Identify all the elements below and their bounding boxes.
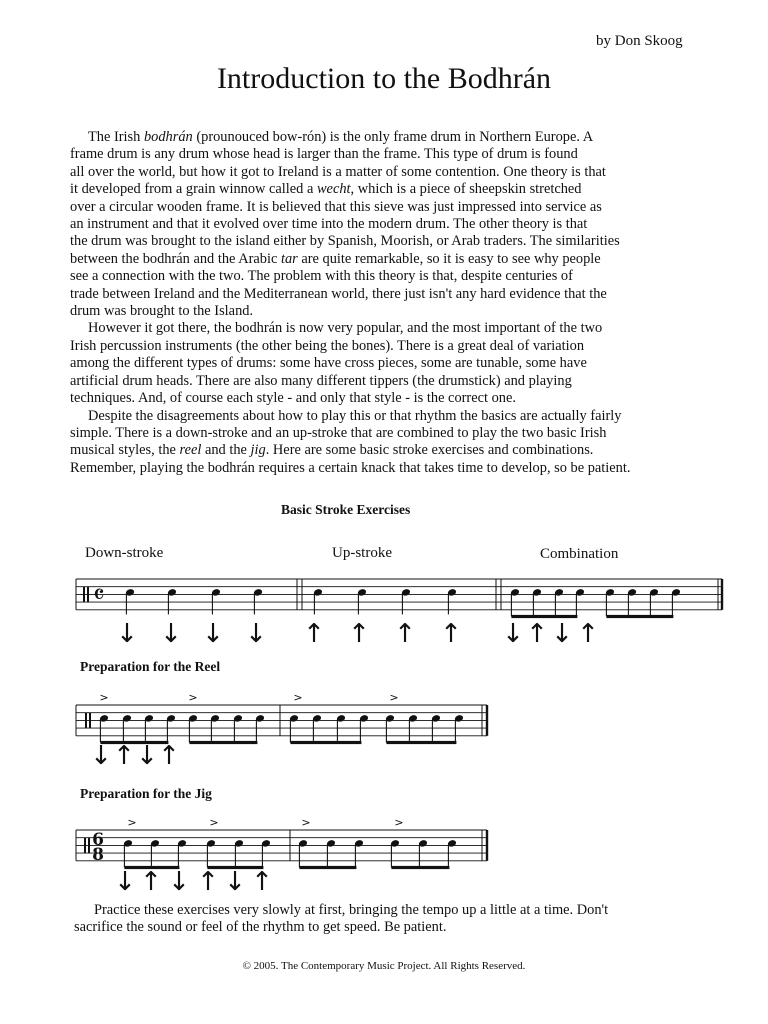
down-stroke-arrow-icon: ↓ bbox=[502, 619, 524, 649]
up-stroke-arrow-icon: ↑ bbox=[526, 619, 548, 649]
up-stroke-arrow-icon: ↑ bbox=[348, 619, 370, 649]
up-stroke-arrow-icon: ↑ bbox=[158, 741, 180, 771]
time-signature-top: 6 bbox=[92, 830, 104, 850]
time-signature-bottom: 8 bbox=[92, 845, 104, 865]
text-line: an instrument and that it evolved over time into the modern drum. The other theory is that bbox=[70, 216, 588, 233]
italic-term: bodhrán bbox=[143, 129, 193, 145]
intro-paragraph-2 bbox=[70, 320, 722, 407]
note-beam bbox=[299, 866, 356, 869]
reel-staff bbox=[0, 685, 768, 785]
accent-mark: > bbox=[127, 816, 137, 829]
intro-text bbox=[70, 129, 722, 477]
jig-staff bbox=[0, 810, 768, 900]
up-stroke-arrow-icon: ↑ bbox=[251, 867, 273, 897]
reel-heading: Preparation for the Reel bbox=[80, 659, 221, 674]
up-stroke-arrow-icon: ↑ bbox=[113, 741, 135, 771]
italic-term: reel bbox=[179, 442, 202, 459]
up-stroke-arrow-icon: ↑ bbox=[303, 619, 325, 649]
text-line: trade between Ireland and the Mediterranean world, there just isn't any hard evidence that the bbox=[70, 285, 607, 302]
up-stroke-arrow-icon: ↑ bbox=[577, 619, 599, 649]
note-beam bbox=[386, 741, 456, 744]
down-stroke-arrow-icon: ↓ bbox=[245, 619, 267, 649]
note-beam bbox=[189, 741, 257, 744]
text-line: over a circular wooden frame. It is believed that this sieve was just impressed into service as bbox=[70, 198, 602, 215]
closing-line: sacrifice the sound or feel of the rhythm to get speed. Be patient. bbox=[74, 919, 447, 936]
up-stroke-arrow-icon: ↑ bbox=[440, 619, 462, 649]
text-line: Irish percussion instruments (the other being the bones). There is a great deal of variation bbox=[70, 337, 585, 354]
text-line: see a connection with the two. The problem with this theory is that, despite centuries of bbox=[70, 268, 573, 285]
basic-stroke-staff bbox=[0, 560, 768, 660]
up-stroke-arrow-icon: ↑ bbox=[140, 867, 162, 897]
accent-mark: > bbox=[99, 691, 109, 704]
jig-heading: Preparation for the Jig bbox=[80, 786, 212, 801]
text-line: artificial drum heads. There are also many different tippers (the drumstick) and playing bbox=[70, 372, 572, 389]
copyright-footer: © 2005. The Contemporary Music Project. All Rights Reserved. bbox=[242, 960, 526, 972]
text-line: However it got there, the bodhrán is now very popular, and the most important of the two bbox=[88, 320, 603, 337]
italic-term: wecht bbox=[316, 181, 351, 198]
down-stroke-arrow-icon: ↓ bbox=[90, 741, 112, 771]
text-line: between the bodhrán and the Arabic tar are quite remarkable, so it is easy to see why people bbox=[70, 250, 601, 267]
common-time-signature: 𝄴 bbox=[93, 580, 105, 611]
note-beam bbox=[290, 741, 361, 744]
closing-line: Practice these exercises very slowly at first, bringing the tempo up a little at a time. Don't bbox=[94, 902, 609, 918]
down-stroke-arrow-icon: ↓ bbox=[202, 619, 224, 649]
text-line: techniques. And, of course each style - and only that style - is the correct one. bbox=[70, 390, 516, 407]
down-stroke-arrow-icon: ↓ bbox=[116, 619, 138, 649]
text-line: Remember, playing the bodhrán requires a certain knack that takes time to develop, so be patient. bbox=[70, 459, 631, 476]
text-line: among the different types of drums: some have cross pieces, some are tunable, some have bbox=[70, 355, 587, 372]
text-line: drum was brought to the Island. bbox=[70, 303, 254, 320]
note-beam bbox=[511, 615, 577, 618]
closing-text bbox=[74, 902, 608, 937]
combination-label: Combination bbox=[540, 546, 619, 562]
down-stroke-arrow-icon: ↓ bbox=[224, 867, 246, 897]
text-line: The Irish bodhrán (prounouced bow-rón) is the only frame drum in Northern Europe. A bbox=[88, 129, 594, 145]
down-stroke-arrow-icon: ↓ bbox=[114, 867, 136, 897]
text-line: simple. There is a down-stroke and an up-stroke that are combined to play the two basic Irish bbox=[70, 424, 607, 441]
intro-paragraph-3 bbox=[70, 408, 722, 478]
accent-mark: > bbox=[394, 816, 404, 829]
text-line: frame drum is any drum whose head is larger than the frame. This type of drum is found bbox=[70, 146, 578, 163]
down-stroke-label: Down-stroke bbox=[85, 545, 164, 561]
text-line: musical styles, the reel and the jig. Here are some basic stroke exercises and combinations. bbox=[70, 442, 594, 459]
italic-term: tar bbox=[280, 250, 298, 267]
intro-paragraph-1 bbox=[70, 129, 722, 320]
note-beam bbox=[391, 866, 449, 869]
page-title: Introduction to the Bodhrán bbox=[216, 62, 552, 95]
up-stroke-label: Up-stroke bbox=[332, 545, 392, 561]
accent-mark: > bbox=[293, 691, 303, 704]
accent-mark: > bbox=[209, 816, 219, 829]
text-line: all over the world, but how it got to Ireland is a matter of some contention. One theory is that bbox=[70, 163, 606, 180]
down-stroke-arrow-icon: ↓ bbox=[160, 619, 182, 649]
author-byline: by Don Skoog bbox=[596, 33, 683, 49]
down-stroke-arrow-icon: ↓ bbox=[551, 619, 573, 649]
down-stroke-arrow-icon: ↓ bbox=[136, 741, 158, 771]
accent-mark: > bbox=[188, 691, 198, 704]
up-stroke-arrow-icon: ↑ bbox=[197, 867, 219, 897]
note-beam bbox=[606, 615, 673, 618]
up-stroke-arrow-icon: ↑ bbox=[394, 619, 416, 649]
text-line: it developed from a grain winnow called a wecht, which is a piece of sheepskin stretched bbox=[70, 181, 582, 198]
basic-stroke-exercises-heading: Basic Stroke Exercises bbox=[281, 502, 411, 517]
text-line: the drum was brought to the island either by Spanish, Moorish, or Arab traders. The similarities bbox=[70, 233, 620, 250]
accent-mark: > bbox=[389, 691, 399, 704]
italic-term: jig bbox=[250, 442, 266, 459]
text-line: Despite the disagreements about how to play this or that rhythm the basics are actually fairly bbox=[88, 407, 622, 424]
down-stroke-arrow-icon: ↓ bbox=[168, 867, 190, 897]
accent-mark: > bbox=[301, 816, 311, 829]
